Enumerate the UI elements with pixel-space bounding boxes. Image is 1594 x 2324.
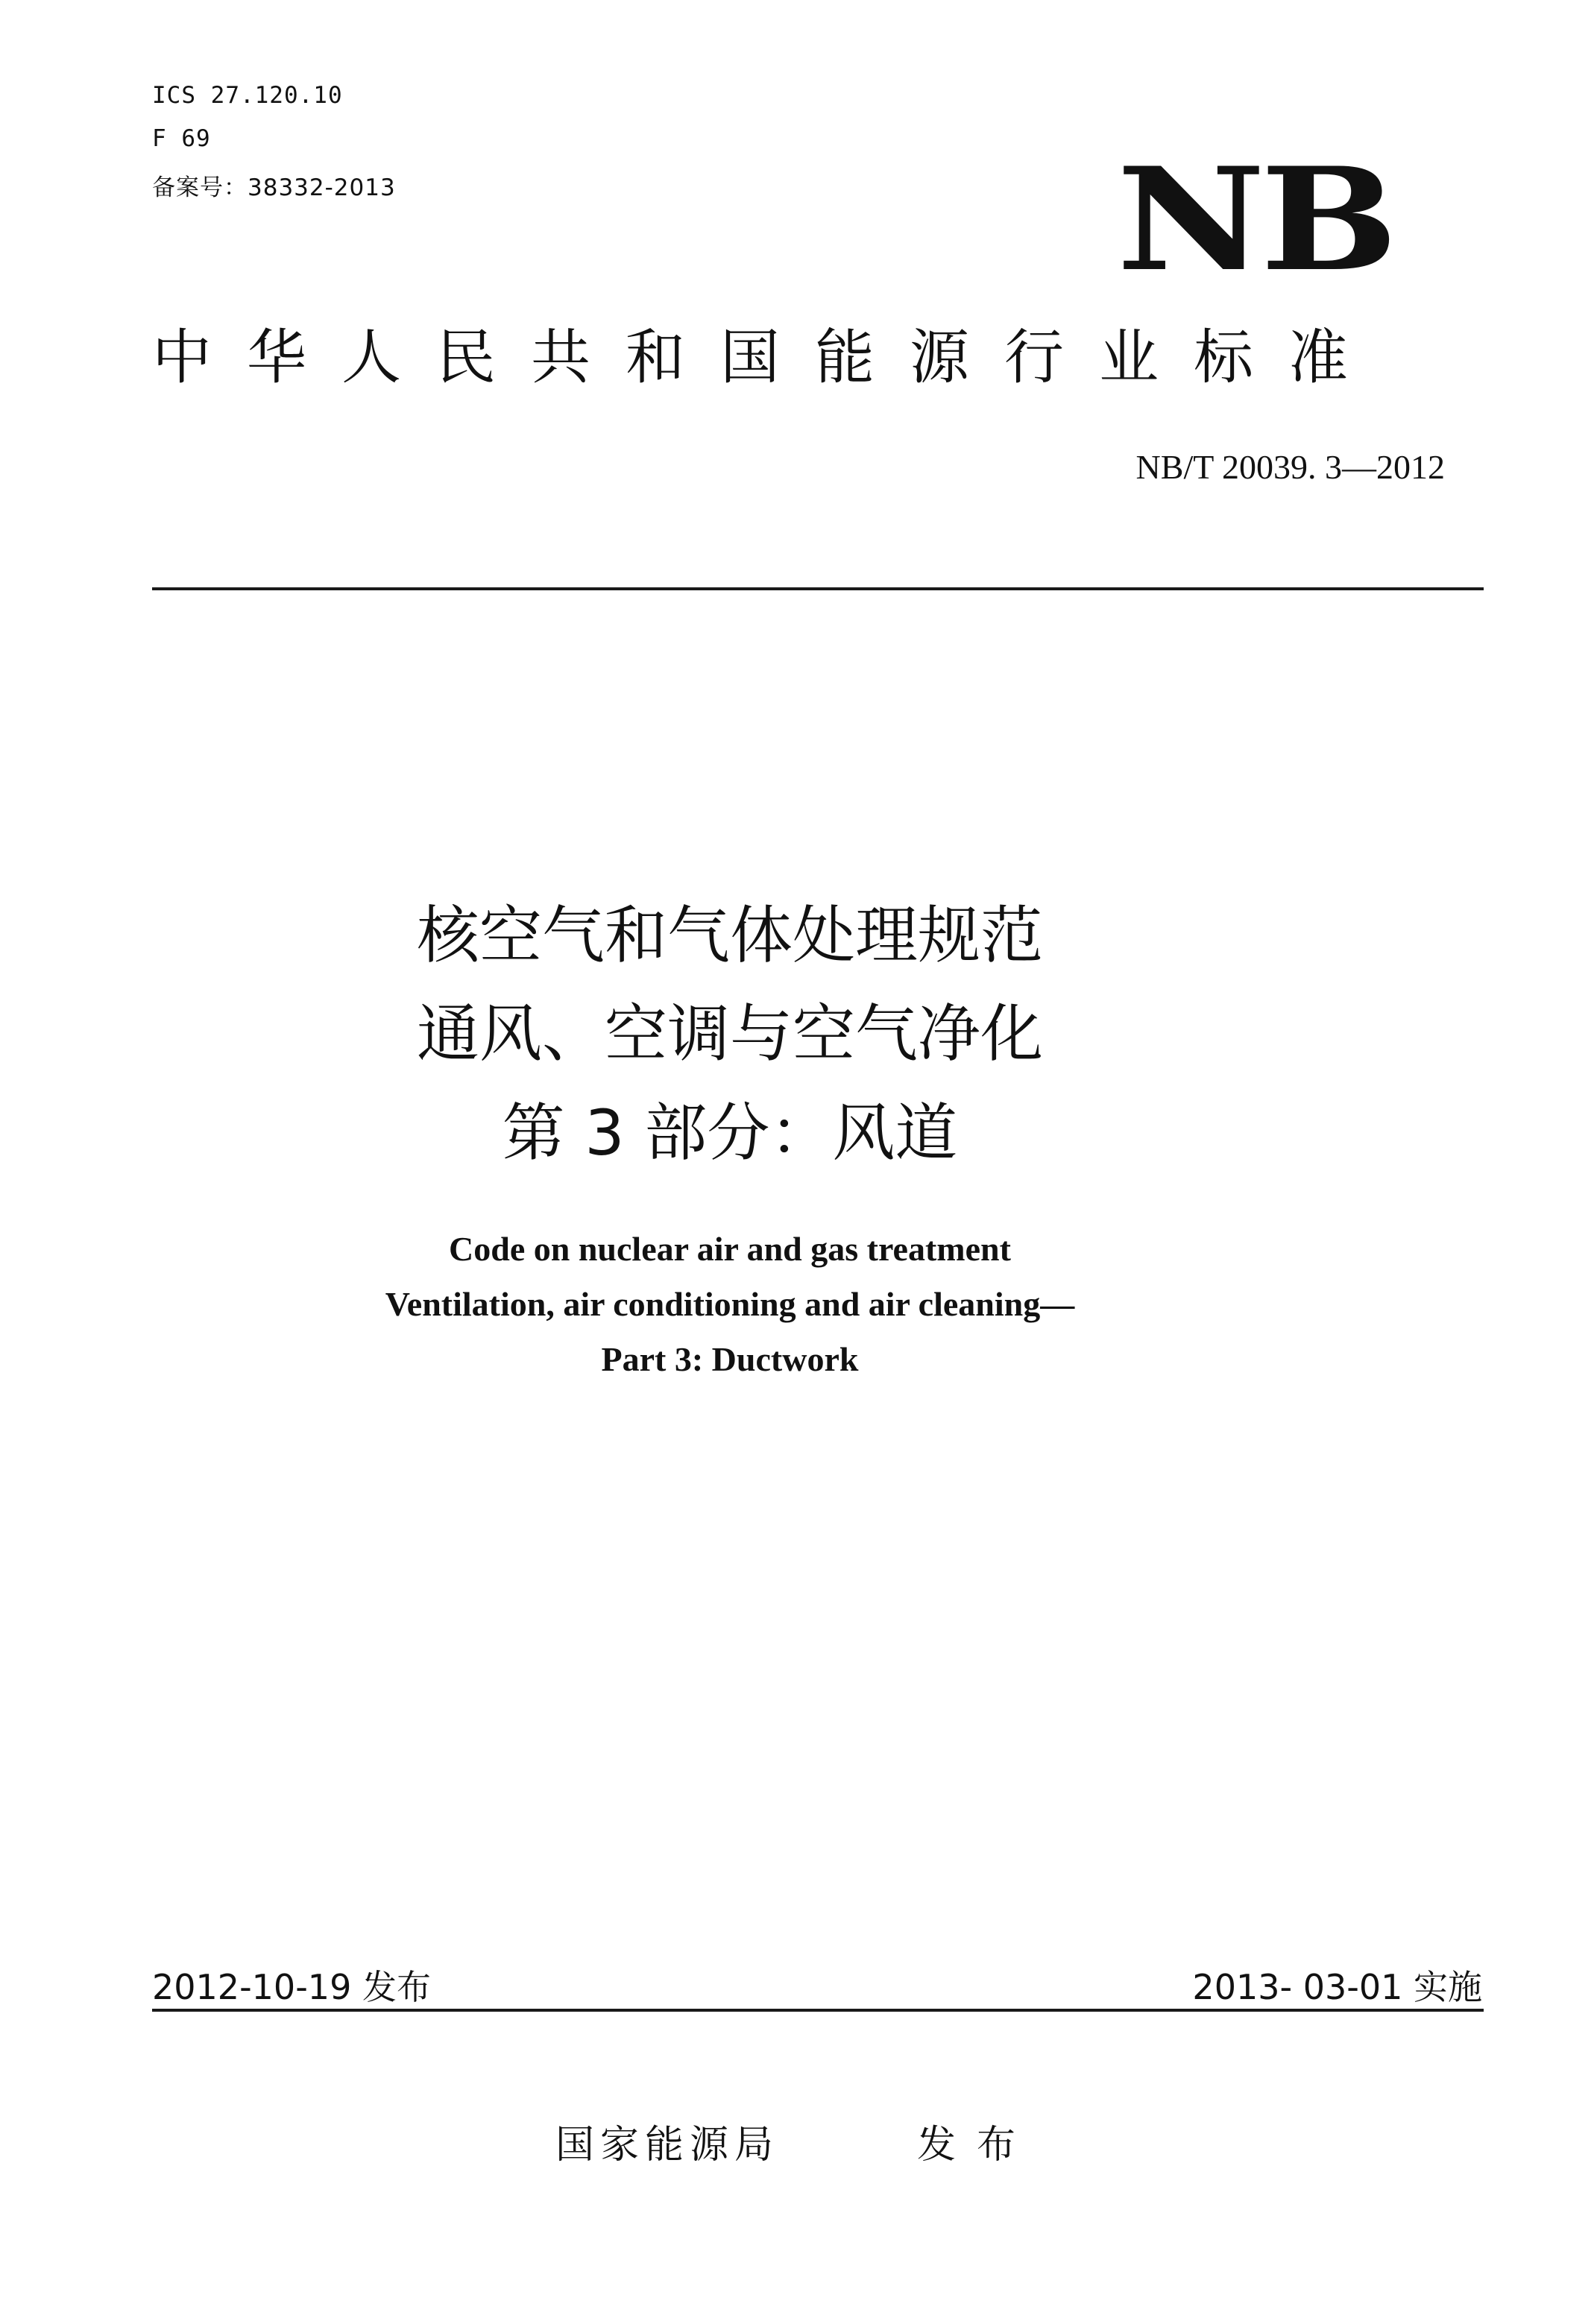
filing-number: 备案号：38332-2013 bbox=[152, 174, 396, 201]
en-title-line-1: Code on nuclear air and gas treatment bbox=[449, 1230, 1011, 1268]
en-title-line-2: Ventilation, air conditioning and air cleaning— bbox=[385, 1285, 1075, 1323]
standard-type-title: 中华人民共和国能源行业标准 bbox=[152, 323, 1383, 392]
publisher-name: 国家能源局 bbox=[555, 2123, 780, 2167]
cn-title-line-1: 核空气和气体处理规范 bbox=[416, 899, 1043, 972]
publish-label: 发布 bbox=[917, 2123, 1037, 2167]
ics-code: ICS 27.120.10 bbox=[152, 82, 343, 109]
bottom-divider bbox=[152, 2009, 1484, 2012]
implementation-date: 2013- 03-01 实施 bbox=[1192, 1967, 1482, 2007]
issue-date: 2012-10-19 发布 bbox=[152, 1967, 431, 2007]
top-divider bbox=[152, 587, 1484, 590]
cn-title-line-2: 通风、空调与空气净化 bbox=[416, 997, 1043, 1070]
category-code: F 69 bbox=[152, 125, 211, 152]
en-title-line-3: Part 3: Ductwork bbox=[601, 1340, 859, 1378]
nb-logo: NB bbox=[1116, 136, 1393, 303]
standard-number: NB/T 20039. 3—2012 bbox=[1135, 448, 1445, 486]
cn-title-line-3: 第 3 部分：风道 bbox=[502, 1096, 958, 1169]
